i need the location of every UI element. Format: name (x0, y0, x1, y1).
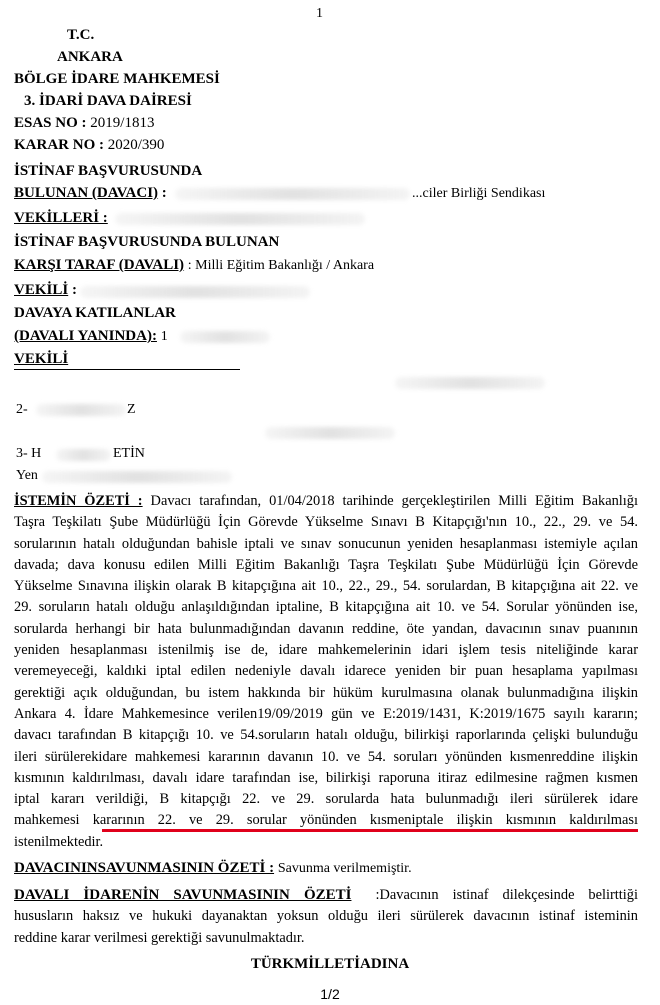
plaintiff-defense-value: Savunma verilmemiştir. (277, 861, 412, 876)
city-heading: ANKARA (57, 49, 123, 65)
defendant-label: KARŞI TARAF (DAVALI) (14, 257, 185, 273)
intervenors-title: DAVAYA KATILANLAR (14, 305, 176, 321)
plaintiff-label: BULUNAN (DAVACI) (14, 185, 159, 201)
summary-line-7: yeniden hesaplanması istenilmiş ise de, idare mahkemelerinin idari işlem tesis niteliğinde karar (14, 642, 638, 659)
intervenor-item-2 (16, 402, 28, 418)
item3-number: 3- H (16, 446, 42, 461)
summary-line-6: sorularda herhangi bir hata bulunmadığından davanın reddine, öte yandan, davacının sınav puanının (14, 620, 638, 637)
chamber-heading: 3. İDARİ DAVA DAİRESİ (24, 93, 192, 109)
summary-line-14: iptal kararı verildiği, B kitapçığı 22. ve 29. sorularda hata bulunmadığı ileri sürülerek idare (14, 791, 638, 808)
def-attorney-colon: : (71, 282, 77, 298)
redaction (395, 377, 545, 389)
intervenor-item-3 (16, 446, 41, 462)
redaction (180, 331, 270, 343)
karar-value: 2020/390 (107, 137, 165, 153)
intervenors-label: (DAVALI YANINDA): (14, 328, 157, 344)
item2-number: 2- (16, 402, 28, 417)
item3-line2: Yen (16, 468, 38, 483)
court-heading: BÖLGE İDARE MAHKEMESİ (14, 71, 220, 87)
summary-line-0: İSTEMİN ÖZETİ : Davacı tarafından, 01/04/2018 tarihinde gerçekleştirilen Milli Eğitim Bakanlığı (14, 493, 638, 509)
page-footer: 1/2 (320, 986, 340, 1002)
summary-line-13: kısmının kaldırılması, davalı idare tarafından ise, bilirkişi raporuna itiraz edilmesine rağmen kısmen (14, 769, 638, 786)
summary-line-10: Ankara 4. İdare Mahkemesince verilen19/09/2019 gün ve E:2019/1431, K:2019/1675 sayılı kararın; (14, 705, 638, 722)
page-number: 1 (316, 6, 323, 21)
summary-line-11: davacı tarafından B kitapçığı 10. ve 54.soruların hatalı olduğu, bilirkişi raporlarında çelişki bulunduğu (14, 727, 638, 744)
item3-tail: ETİN (113, 446, 145, 461)
redaction (80, 286, 310, 298)
int-attorney-line (14, 351, 240, 370)
karar-label: KARAR NO : (14, 137, 104, 153)
item2-tail: Z (127, 402, 136, 417)
summary-line-8: veremeyeceği, kaldıki iptal edilen nedeniyle davalı idarece yeniden bir puan hesaplama yapılması (14, 663, 638, 680)
defendant-defense-line-0: DAVALI İDARENİN SAVUNMASININ ÖZETİ :Davacının istinaf dilekçesinde belirttiği (14, 887, 638, 903)
summary-line-3: davada; dava konusu edilen Milli Eğitim Bakanlığı Taşra Teşkilatı Şube Müdürlüğü İçin Görevde (14, 556, 638, 573)
red-highlight-underline (102, 829, 638, 832)
summary-line-2: sorularının hatalı olduğundan bahisle iptali ve sınav sonucunun yeniden hesaplanması istemiyle açılan (14, 535, 638, 552)
closing-heading: TÜRKMİLLETİADINA (250, 956, 410, 972)
summary-label: İSTEMİN ÖZETİ : (14, 493, 143, 509)
summary-paragraph (14, 491, 638, 853)
redaction (175, 188, 410, 200)
plaintiff-line (14, 185, 167, 202)
int-attorney-label: VEKİLİ (14, 351, 69, 367)
karar-number (14, 137, 164, 154)
redaction (56, 449, 111, 461)
esas-value: 2019/1813 (90, 115, 155, 131)
summary-line-5: 29. soruların hatalı olduğu anlaşıldığından iptaline, B kitapçığına ait 10. ve 54. Sorular yönünden ise, (14, 599, 638, 616)
plaintiff-defense-label: DAVACININSAVUNMASININ ÖZETİ : (14, 860, 275, 876)
defendant-value: : Milli Eğitim Bakanlığı / Ankara (187, 258, 375, 273)
redaction (42, 471, 232, 483)
intervenors-value: 1 (160, 329, 168, 344)
redaction (115, 213, 365, 225)
intervenors-line (14, 328, 168, 345)
summary-line-4: Yükselme Sınavına ilişkin olarak B kitapçığına ait 10., 22., 29., 54. sorulardan, B kitapçığına ait 22. ve (14, 578, 638, 595)
plaintiff-colon: : (161, 185, 167, 201)
esas-label: ESAS NO : (14, 115, 87, 131)
defendant-line (14, 257, 374, 274)
plaintiff-defense-line (14, 860, 412, 877)
defendant-defense-label: DAVALI İDARENİN SAVUNMASININ ÖZETİ (14, 887, 352, 903)
appeal-title-2: İSTİNAF BAŞVURUSUNDA BULUNAN (14, 234, 280, 250)
defendant-defense-paragraph (14, 885, 638, 949)
summary-line-16: istenilmektedir. (14, 833, 104, 850)
summary-line-1: Taşra Teşkilatı Şube Müdürlüğü İçin Görevde Yükselme Sınavı B Kitapçığı'nın 10., 22., 29. ve 54. (14, 514, 638, 531)
summary-line-9: gerektiği açık olduğundan, bu istem hakkında bir hüküm kurulmasına olanak bulunmadığına ilişkin (14, 684, 638, 701)
defendant-defense-line-1: hususların haksız ve hukuki dayanaktan yoksun olduğu ileri sürülerek davacının istinaf isteminin (14, 908, 638, 925)
esas-number (14, 115, 154, 132)
tc-heading: T.C. (67, 27, 95, 43)
plaintiff-value: ...ciler Birliği Sendikası (412, 186, 546, 201)
summary-line-12: ileri sürülerekidare mahkemesi kararının davanın 10. ve 54. soruları yönünden kısmenreddine ilişkin (14, 748, 638, 765)
def-attorney-line (14, 282, 77, 299)
defendant-defense-line-2: reddine karar verilmesi gerektiği savunulmaktadır. (14, 929, 305, 946)
attorneys-label: VEKİLLERİ : (14, 210, 108, 226)
appeal-title-1: İSTİNAF BAŞVURUSUNDA (14, 163, 203, 179)
redaction (36, 404, 126, 416)
def-attorney-label: VEKİLİ (14, 282, 69, 298)
redaction (265, 427, 395, 439)
summary-line-15: mahkemesi kararının 22. ve 29. sorular yönünden kısmeniptale ilişkin kısmının kaldırılması (14, 812, 638, 829)
